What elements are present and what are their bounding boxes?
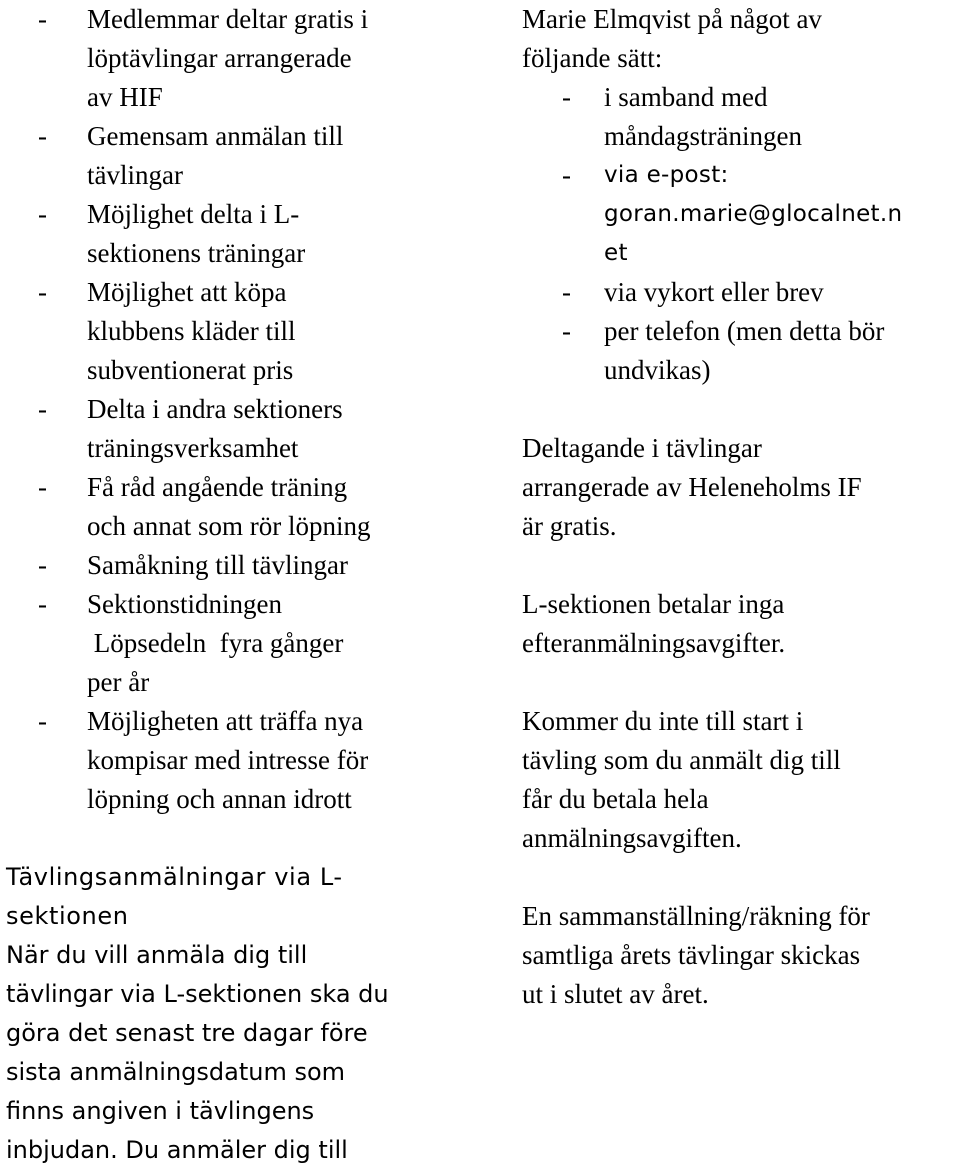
list-item-line: måndagsträningen <box>604 121 802 151</box>
dash-bullet: - <box>38 472 47 502</box>
paragraph-line: är gratis. <box>522 511 617 541</box>
body-line: inbjudan. Du anmäler dig till <box>6 1136 348 1164</box>
body-line: finns angiven i tävlingens <box>6 1097 315 1125</box>
list-item-line: per telefon (men detta bör <box>604 316 885 346</box>
list-item-line: via vykort eller brev <box>604 277 824 307</box>
list-item-line: av HIF <box>87 82 163 112</box>
paragraph-line: anmälningsavgiften. <box>522 823 742 853</box>
paragraph-late-fees <box>522 585 960 663</box>
list-item <box>0 702 500 819</box>
list-item-line: löptävlingar arrangerade <box>87 43 352 73</box>
list-item <box>0 585 500 702</box>
list-item <box>0 0 500 117</box>
dash-bullet: - <box>562 316 571 346</box>
list-item-line: per år <box>87 667 150 697</box>
list-item-line: Delta i andra sektioners <box>87 394 343 424</box>
email-address: et <box>604 240 628 266</box>
paragraph-no-show <box>522 702 960 858</box>
paragraph-line: arrangerade av Heleneholms IF <box>522 472 862 502</box>
body-line: sista anmälningsdatum som <box>6 1058 346 1086</box>
dash-bullet: - <box>38 277 47 307</box>
dash-bullet: - <box>38 589 47 619</box>
list-item-line: Sektionstidningen <box>87 589 282 619</box>
list-item-line: Möjlighet delta i L- <box>87 199 300 229</box>
dash-bullet: - <box>38 199 47 229</box>
dash-bullet: - <box>38 4 47 34</box>
list-item-line: Möjlighet att köpa <box>87 277 287 307</box>
list-item-line: Möjligheten att träffa nya <box>87 706 364 736</box>
membership-benefits-list <box>0 0 500 819</box>
list-item-line: Få råd angående träning <box>87 472 348 502</box>
list-item-line: träningsverksamhet <box>87 433 299 463</box>
list-item <box>0 273 500 390</box>
list-item-line: sektionens träningar <box>87 238 306 268</box>
list-item-line: löpning och annan idrott <box>87 784 352 814</box>
list-item <box>0 468 500 546</box>
email-address: goran.marie@glocalnet.n <box>604 201 903 227</box>
list-item-line: Löpsedeln fyra gånger <box>87 628 344 658</box>
list-item-line: tävlingar <box>87 160 183 190</box>
list-item-line: via e-post: <box>604 162 729 188</box>
list-item <box>522 312 960 390</box>
list-item-line: Samåkning till tävlingar <box>87 550 348 580</box>
section-body <box>6 936 446 1170</box>
body-line: göra det senast tre dagar före <box>6 1019 368 1047</box>
paragraph-line: ut i slutet av året. <box>522 979 709 1009</box>
paragraph-line: samtliga årets tävlingar skickas <box>522 940 861 970</box>
list-item-line: undvikas) <box>604 355 711 385</box>
list-item-line: i samband med <box>604 82 768 112</box>
body-line: När du vill anmäla dig till <box>6 941 308 969</box>
list-item-line: och annat som rör löpning <box>87 511 371 541</box>
list-item <box>522 78 960 156</box>
list-item <box>0 390 500 468</box>
list-item-line: Medlemmar deltar gratis i <box>87 4 369 34</box>
list-item <box>522 156 960 273</box>
heading-line: Tävlingsanmälningar via L- <box>6 863 343 891</box>
contact-methods-list <box>522 78 960 390</box>
list-item <box>522 273 960 312</box>
paragraph-invoice <box>522 897 960 1014</box>
list-item-line: klubbens kläder till <box>87 316 296 346</box>
dash-bullet: - <box>38 394 47 424</box>
dash-bullet: - <box>562 160 571 190</box>
intro-line: följande sätt: <box>522 43 663 73</box>
list-item-line: kompisar med intresse för <box>87 745 369 775</box>
paragraph-line: Kommer du inte till start i <box>522 706 804 736</box>
dash-bullet: - <box>38 706 47 736</box>
body-line: tävlingar via L-sektionen ska du <box>6 980 389 1008</box>
heading-line: sektionen <box>6 902 129 930</box>
list-item <box>0 546 500 585</box>
section-heading <box>6 858 426 936</box>
list-item-line: subventionerat pris <box>87 355 294 385</box>
list-item-line: Gemensam anmälan till <box>87 121 344 151</box>
list-item <box>0 117 500 195</box>
dash-bullet: - <box>562 82 571 112</box>
paragraph-line: L-sektionen betalar inga <box>522 589 785 619</box>
list-item <box>0 195 500 273</box>
dash-bullet: - <box>562 277 571 307</box>
dash-bullet: - <box>38 550 47 580</box>
paragraph-line: efteranmälningsavgifter. <box>522 628 786 658</box>
contact-intro <box>522 0 960 78</box>
dash-bullet: - <box>38 121 47 151</box>
paragraph-line: En sammanställning/räkning för <box>522 901 870 931</box>
paragraph-free-entry <box>522 429 960 546</box>
intro-line: Marie Elmqvist på något av <box>522 4 822 34</box>
paragraph-line: Deltagande i tävlingar <box>522 433 762 463</box>
paragraph-line: tävling som du anmält dig till <box>522 745 841 775</box>
paragraph-line: får du betala hela <box>522 784 709 814</box>
